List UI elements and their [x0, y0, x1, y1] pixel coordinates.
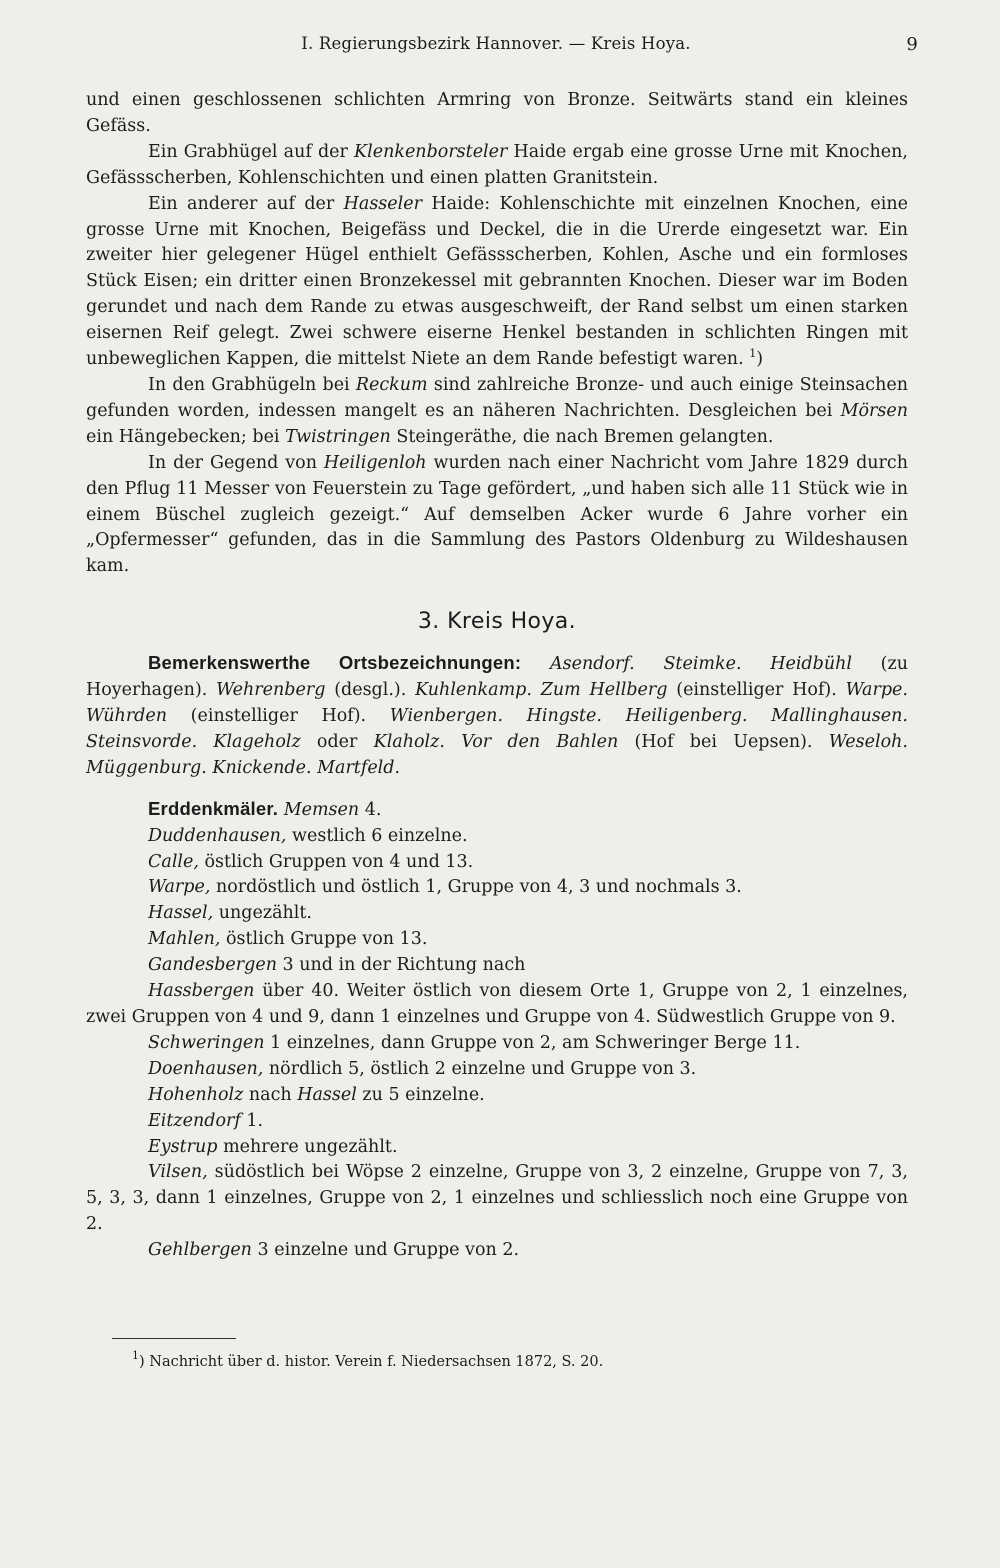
place-name: Mallinghausen.	[771, 706, 908, 727]
erddenkmaeler-entry	[86, 927, 908, 953]
place-name: Hasseler	[343, 193, 422, 214]
place-name: Wienbergen.	[389, 706, 504, 727]
place-name: Klageholz	[213, 731, 301, 752]
footnote	[132, 1349, 892, 1372]
entry-text: westlich 6 einzelne.	[286, 825, 468, 846]
place-name: Eitzendorf	[148, 1110, 241, 1131]
paragraph-1	[86, 88, 908, 140]
place-name: Wehrenberg	[216, 680, 326, 701]
entry-text: südöstlich bei Wöpse 2 einzelne, Gruppe von 3, 2 einzelne, Gruppe von 7, 3, 5, 3, 3, dann 1 einzelnes, Gruppe von 2, 1 einzelnes und schliesslich noch eine Gruppe von 2.	[86, 1162, 908, 1235]
ortsbezeichnungen-paragraph	[86, 650, 908, 782]
place-name: Martfeld.	[317, 757, 401, 778]
place-name: Klaholz.	[373, 731, 445, 752]
place-name: Doenhausen,	[148, 1058, 264, 1079]
place-name: Mörsen	[840, 400, 908, 421]
erddenkmaeler-entry	[86, 850, 908, 876]
text: sind zahlreiche Bronze- und auch einige Steinsachen gefunden worden, indessen mangelt es an näheren Nachrichten. Desgleichen bei	[86, 374, 908, 421]
place-name: Calle,	[148, 851, 199, 872]
entry-text: nördlich 5, östlich 2 einzelne und Gruppe von 3.	[263, 1058, 697, 1079]
entry-text: 3 einzelne und Gruppe von 2.	[251, 1240, 520, 1261]
entry-text: 3 und in der Richtung nach	[276, 955, 526, 976]
text: wurden nach einer Nachricht vom Jahre 1829 durch den Pflug 11 Messer von Feuerstein zu Tage gefördert, „und haben sich alle 11 Stück wie in einem Büschel zugleich gezeigt.“ Auf demselben Acker wurde 6 Jahre vorher ein „Opfermesser“ gefunden, das in die Sammlung des Pastors Oldenburg zu Wildeshausen kam.	[86, 452, 908, 577]
erddenkmaeler-label: Erddenkmäler.	[148, 797, 279, 819]
place-name: Heiligenberg.	[625, 706, 748, 727]
page-number: 9	[906, 34, 918, 55]
place-name: Heiligenloh	[323, 452, 427, 473]
place-name: Warpe,	[148, 877, 211, 898]
text: (einstelliger Hof).	[667, 680, 846, 701]
text: (zu Hoyerhagen).	[86, 654, 908, 701]
place-name: Asendorf.	[549, 654, 635, 675]
text: Haide: Kohlenschichte mit einzelnen Knochen, eine grosse Urne mit Knochen, Beigefäss und Deckel, die in die Urerde eingesetzt war. Ein zweiter hier gelegener Hügel enthielt Gefässscherben, Kohlen, Asche und ein formloses Stück Eisen; ein dritter einen Bronzekessel mit gebrannten Knochen. Dieser war im Boden gerundet und nach dem Rande zu etwas ausgeschweift, der Rand selbst um einen starken eisernen Reif gelegt. Zwei schwere eiserne Henkel bestanden in schlichten Ringen mit unbeweglichen Kappen, die mittelst Niete an dem Rande befestigt waren.	[86, 193, 908, 370]
entry-text: ungezählt.	[213, 903, 312, 924]
place-name: Steinsvorde.	[86, 731, 198, 752]
footnote-mark: 1	[132, 1349, 139, 1362]
paragraph-5	[86, 451, 908, 581]
place-name: Zum Hellberg	[540, 680, 668, 701]
footnote-text: ) Nachricht über d. histor. Verein f. Niedersachsen 1872, S. 20.	[139, 1354, 604, 1370]
erddenkmaeler-entry	[86, 1135, 908, 1161]
entry-text: nordöstlich und östlich 1, Gruppe von 4, 3 und nochmals 3.	[210, 877, 742, 898]
erddenkmaeler-entry	[86, 1057, 908, 1083]
entry-text: 1.	[240, 1110, 264, 1131]
text: In der Gegend von	[148, 452, 324, 473]
place-name: Hingste.	[526, 706, 602, 727]
erddenkmaeler-entry	[86, 1238, 908, 1264]
erddenkmaeler-entry	[86, 901, 908, 927]
text: (desgl.).	[325, 680, 416, 701]
place-name: Schweringen	[148, 1032, 265, 1053]
place-name: Hohenholz	[148, 1084, 244, 1105]
paragraph-text: und einen geschlossenen schlichten Armring von Bronze. Seitwärts stand ein kleines Gefäss.	[86, 90, 908, 136]
section-heading: 3. Kreis Hoya.	[417, 609, 577, 635]
place-name: Gehlbergen	[148, 1240, 252, 1261]
running-header	[86, 34, 918, 55]
erddenkmaeler-entry	[86, 1160, 908, 1238]
erddenkmaeler-entry	[86, 1083, 908, 1109]
paragraph-4	[86, 373, 908, 451]
place-name: Klenkenborsteler	[354, 141, 508, 162]
entry-text: zu 5 einzelne.	[356, 1084, 485, 1105]
ortsbezeichnungen-label: Bemerkenswerthe Ortsbezeichnungen:	[148, 652, 522, 674]
place-name: Vor den Bahlen	[461, 731, 619, 752]
place-name: Weseloh.	[828, 731, 908, 752]
place-name: Eystrup	[148, 1136, 218, 1157]
place-name: Warpe.	[845, 680, 908, 701]
erddenkmaeler-entry	[86, 875, 908, 901]
erddenkmaeler-entry	[86, 979, 908, 1031]
text: In den Grabhügeln bei	[148, 374, 356, 395]
entry-text: über 40. Weiter östlich von diesem Orte 1, Gruppe von 2, 1 einzelnes, zwei Gruppen von 4 und 9, dann 1 einzelnes und Gruppe von 4. Südwestlich Gruppe von 9.	[86, 981, 908, 1027]
place-name: Knickende.	[212, 757, 312, 778]
text: Haide ergab eine grosse Urne mit Knochen, Gefässscherben, Kohlenschichten und einen platten Granitstein.	[86, 141, 908, 188]
footnote-ref-paren: )	[756, 349, 764, 370]
place-name: Reckum	[355, 374, 428, 395]
erddenkmaeler-entry	[86, 953, 908, 979]
entry-text: östlich Gruppen von 4 und 13.	[198, 851, 474, 872]
entry-text: nach	[243, 1084, 298, 1105]
text: Ein Grabhügel auf der	[148, 141, 355, 162]
place-name: Hassbergen	[148, 981, 255, 1002]
place-name: Hassel	[297, 1084, 357, 1105]
erddenkmaeler-entry	[86, 1031, 908, 1057]
entry-text: 1 einzelnes, dann Gruppe von 2, am Schweringer Berge 11.	[264, 1032, 801, 1053]
entry-text: 4.	[359, 799, 382, 820]
text: ein Hängebecken; bei	[86, 426, 286, 447]
place-name: Kuhlenkamp.	[415, 680, 532, 701]
erddenkmaeler-entry	[86, 796, 908, 824]
place-name: Hassel,	[148, 903, 214, 924]
place-name: Mahlen,	[148, 929, 221, 950]
place-name: Heidbühl	[770, 654, 852, 675]
paragraph-2	[86, 140, 908, 192]
page-body	[86, 88, 908, 1264]
footnote-ref[interactable]: 1	[749, 347, 757, 361]
entry-text: mehrere ungezählt.	[217, 1136, 398, 1157]
place-name: Wührden	[86, 706, 168, 727]
erddenkmaeler-entry	[86, 1109, 908, 1135]
place-name: Steimke.	[663, 654, 742, 675]
paragraph-3	[86, 192, 908, 373]
text: oder	[300, 731, 374, 752]
text: (einstelliger Hof).	[167, 706, 390, 727]
place-name: Twistringen	[285, 426, 391, 447]
place-name: Müggenburg.	[86, 757, 207, 778]
text: Ein anderer auf der	[148, 193, 344, 214]
footnote-divider	[112, 1338, 236, 1339]
entry-text: östlich Gruppe von 13.	[220, 929, 428, 950]
erddenkmaeler-entry	[86, 824, 908, 850]
running-title: I. Regierungsbezirk Hannover. — Kreis Hoya.	[301, 34, 691, 53]
place-name: Duddenhausen,	[148, 825, 287, 846]
place-name: Gandesbergen	[148, 955, 277, 976]
text: (Hof bei Uepsen).	[618, 731, 829, 752]
text: Steingeräthe, die nach Bremen gelangten.	[390, 426, 774, 447]
place-name: Memsen	[283, 799, 360, 820]
place-name: Vilsen,	[148, 1162, 208, 1183]
